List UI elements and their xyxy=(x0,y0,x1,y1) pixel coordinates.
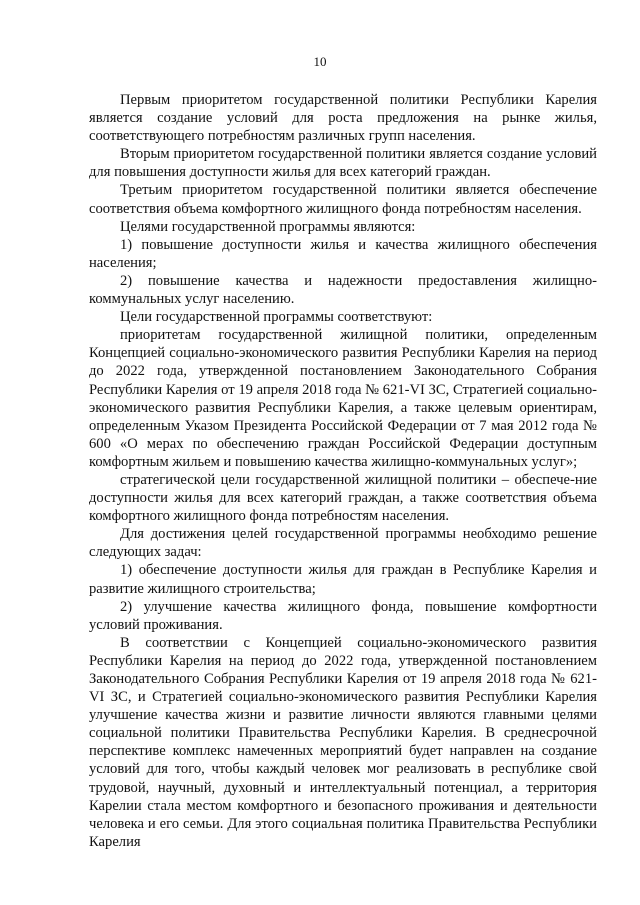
document-body xyxy=(89,91,597,851)
page-number: 10 xyxy=(313,54,327,69)
paragraph-housing-policy-priorities: приоритетам государственной жилищной политики, определенным Концепцией социально-экономического развития Республики Карелия на период до 2022 года, утвержденной постановлением Законодательного Собрания Республики Карелия от 19 апреля 2018 года № 621-VI ЗС, Стратегией социально-экономического развития Республики Карелия, а также целевым ориентирам, определенным Указом Президента Российской Федерации от 7 мая 2012 года № 600 «О мерах по обеспечению граждан Российской Федерации доступным комфортным жильем и повышению качества жилищно-коммунальных услуг»; xyxy=(89,327,597,470)
paragraph-goals-intro: Целями государственной программы являются: xyxy=(120,218,416,235)
paragraph-goals-correspond: Цели государственной программы соответствуют: xyxy=(120,309,433,326)
paragraph-priority-3: Третьим приоритетом государственной политики является обеспечение соответствия объема комфортного жилищного фонда потребностям населения. xyxy=(89,182,597,217)
paragraph-task-2: 2) улучшение качества жилищного фонда, повышение комфортности условий проживания. xyxy=(89,598,597,633)
paragraph-strategic-goal: стратегической цели государственной жилищной политики – обеспече-ние доступности жилья для всех категорий граждан, а также соответствия объема комфортного жилищного фонда потребностям населения. xyxy=(89,471,597,525)
paragraph-concept: В соответствии с Концепцией социально-экономического развития Республики Карелия на период до 2022 года, утвержденной постановлением Законодательного Собрания Республики Карелия от 19 апреля 2018 года № 621-VI ЗС, и Стратегией социально-экономического развития Республики Карелия улучшение качества жизни и развитие личности являются главными целями социальной политики Правительства Республики Карелия. В среднесрочной перспективе комплекс намеченных мероприятий будет направлен на создание условий для того, чтобы каждый человек мог реализовать в республике свой трудовой, научный, духовный и интеллектуальный потенциал, а территория Карелии стала местом комфортного и безопасного проживания и деятельности человека и его семьи. Для этого социальная политика Правительства Республики Карелия xyxy=(89,634,597,850)
paragraph-goal-2: 2) повышение качества и надежности предоставления жилищно-коммунальных услуг населению. xyxy=(89,272,597,308)
paragraph-tasks-intro: Для достижения целей государственной программы необходимо решение следующих задач: xyxy=(89,526,597,561)
paragraph-goal-1: 1) повышение доступности жилья и качества жилищного обеспечения населения; xyxy=(89,236,597,271)
paragraph-task-1: 1) обеспечение доступности жилья для граждан в Республике Карелия и развитие жилищного строительства; xyxy=(89,562,597,597)
paragraph-priority-2: Вторым приоритетом государственной политики является создание условий для повышения доступности жилья для всех категорий граждан. xyxy=(89,146,597,181)
paragraph-priority-1: Первым приоритетом государственной политики Республики Карелия является создание условий для роста предложения на рынке жилья, соответствующего потребностям различных групп населения. xyxy=(89,92,597,145)
